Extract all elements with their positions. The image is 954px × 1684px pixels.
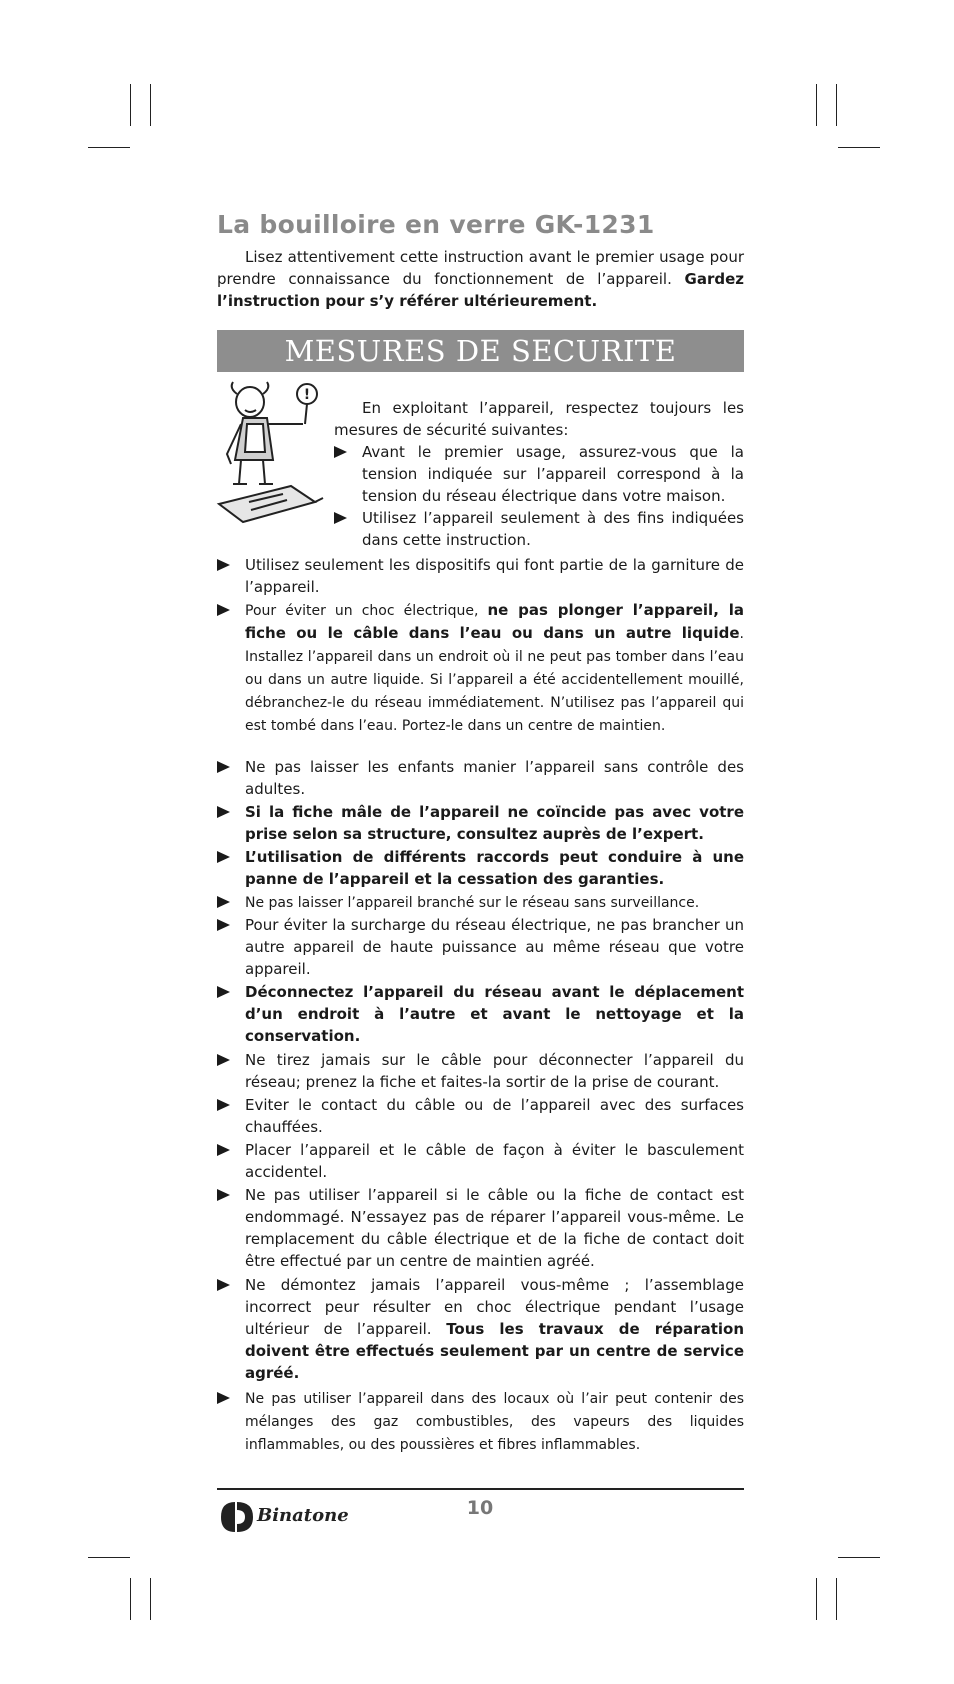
list-item (245, 1184, 744, 1272)
list-item-text: Déconnectez l’appareil du réseau avant le déplacement d’un endroit à l’autre et avant le nettoyage et la conservation. (245, 983, 744, 1045)
footer-divider (217, 1488, 744, 1490)
list-item-text: Ne pas laisser l’appareil branché sur le réseau sans surveillance. (245, 895, 700, 911)
intro-bold-text: Gardez l’instruction pour s’y référer ultérieurement. (217, 270, 744, 310)
brand-name: Binatone (257, 1505, 349, 1526)
crop-mark (816, 84, 817, 126)
list-item (245, 554, 744, 598)
list-item (245, 1094, 744, 1138)
list-item (362, 507, 744, 551)
list-item (245, 1139, 744, 1183)
crop-mark (88, 147, 130, 148)
section-banner: MESURES DE SECURITE (217, 330, 744, 372)
list-item-bold-text: Tous les travaux de réparation doivent être effectués seulement par un centre de service agréé. (245, 1320, 744, 1382)
arrow-bullet-icon (217, 559, 230, 571)
intro-paragraph (217, 246, 744, 312)
arrow-bullet-icon (217, 1099, 230, 1111)
list-item (245, 599, 744, 737)
list-item (245, 914, 744, 980)
list-item (362, 441, 744, 507)
intro-text: Lisez attentivement cette instruction avant le premier usage pour prendre connaissance du fonctionnement de l’appareil. (217, 248, 744, 288)
lead-text: En exploitant l’appareil, respectez toujours les mesures de sécurité suivantes: (334, 399, 744, 439)
binatone-logo-icon (217, 1498, 257, 1536)
list-item-text: Si la fiche mâle de l’appareil ne coïncide pas avec votre prise selon sa structure, consultez auprès de l’expert. (245, 803, 744, 843)
crop-mark (88, 1557, 130, 1558)
list-item-text: Utilisez l’appareil seulement à des fins indiquées dans cette instruction. (362, 509, 744, 549)
crop-mark (838, 1557, 880, 1558)
list-item-text: Pour éviter la surcharge du réseau électrique, ne pas brancher un autre appareil de haute puissance au même réseau que votre appareil. (245, 916, 744, 978)
list-item-text: L’utilisation de différents raccords peut conduire à une panne de l’appareil et la cessation des garanties. (245, 848, 744, 888)
arrow-bullet-icon (217, 1279, 230, 1291)
list-item-text: Ne pas utiliser l’appareil si le câble ou la fiche de contact est endommagé. N’essayez pas de réparer l’appareil vous-même. Le remplacement du câble électrique et de la fiche de contact doit être effectué par un centre de maintien agréé. (245, 1186, 744, 1270)
arrow-bullet-icon (334, 446, 347, 458)
arrow-bullet-icon (217, 761, 230, 773)
crop-mark (836, 1578, 837, 1620)
crop-mark (130, 1578, 131, 1620)
safety-lead-text (334, 397, 744, 441)
list-item-text: Placer l’appareil et le câble de façon à éviter le basculement accidentel. (245, 1141, 744, 1181)
crop-mark (836, 84, 837, 126)
crop-mark (838, 147, 880, 148)
page-number: 10 (466, 1497, 494, 1519)
list-item (245, 1274, 744, 1384)
arrow-bullet-icon (217, 1392, 230, 1404)
list-item-text: Eviter le contact du câble ou de l’appareil avec des surfaces chauffées. (245, 1096, 744, 1136)
crop-mark (150, 84, 151, 126)
list-item (245, 981, 744, 1047)
list-item-text: Pour éviter un choc électrique, (245, 603, 488, 619)
list-item (245, 846, 744, 890)
svg-text:!: ! (303, 387, 311, 403)
arrow-bullet-icon (334, 512, 347, 524)
crop-mark (130, 84, 131, 126)
list-item-text: Ne pas laisser les enfants manier l’appareil sans contrôle des adultes. (245, 758, 744, 798)
list-item (245, 801, 744, 845)
arrow-bullet-icon (217, 604, 230, 616)
list-item (245, 756, 744, 800)
arrow-bullet-icon (217, 919, 230, 931)
list-item (245, 891, 744, 914)
list-item-text: Ne démontez jamais l’appareil vous-même ; l’assemblage incorrect peur résulter en choc électrique pendant l’usage ultérieur de l’appareil. (245, 1276, 744, 1338)
list-item (245, 1049, 744, 1093)
arrow-bullet-icon (217, 986, 230, 998)
arrow-bullet-icon (217, 1144, 230, 1156)
list-item-text: Ne tirez jamais sur le câble pour déconnecter l’appareil du réseau; prenez la fiche et faites-la sortir de la prise de courant. (245, 1051, 744, 1091)
list-item-bold-text: ne pas plonger l’appareil, la fiche ou le câble dans l’eau ou dans un autre liquide (245, 601, 745, 642)
arrow-bullet-icon (217, 1189, 230, 1201)
list-item-text: . Installez l’appareil dans un endroit où il ne peut pas tomber dans l’eau ou dans un autre liquide. Si l’appareil a été accidentellement mouillé, débranchez-le du réseau immédiatement. N’utilisez pas l’appareil qui est tombé dans l’eau. Portez-le dans un centre de maintien. (245, 626, 744, 734)
crop-mark (150, 1578, 151, 1620)
crop-mark (816, 1578, 817, 1620)
page-title: La bouilloire en verre GK-1231 (217, 210, 655, 239)
list-item-text: Ne pas utiliser l’appareil dans des locaux où l’air peut contenir des mélanges des gaz combustibles, des vapeurs des liquides inflammables, ou des poussières et fibres inflammables. (245, 1391, 744, 1453)
list-item-text: Avant le premier usage, assurez-vous que la tension indiquée sur l’appareil correspond à la tension du réseau électrique dans votre maison. (362, 443, 744, 505)
arrow-bullet-icon (217, 896, 230, 908)
arrow-bullet-icon (217, 1054, 230, 1066)
man-with-warning-sign-and-mousetrap-icon (215, 380, 327, 532)
arrow-bullet-icon (217, 806, 230, 818)
arrow-bullet-icon (217, 851, 230, 863)
list-item (245, 1387, 744, 1456)
list-item-text: Utilisez seulement les dispositifs qui font partie de la garniture de l’appareil. (245, 556, 744, 596)
